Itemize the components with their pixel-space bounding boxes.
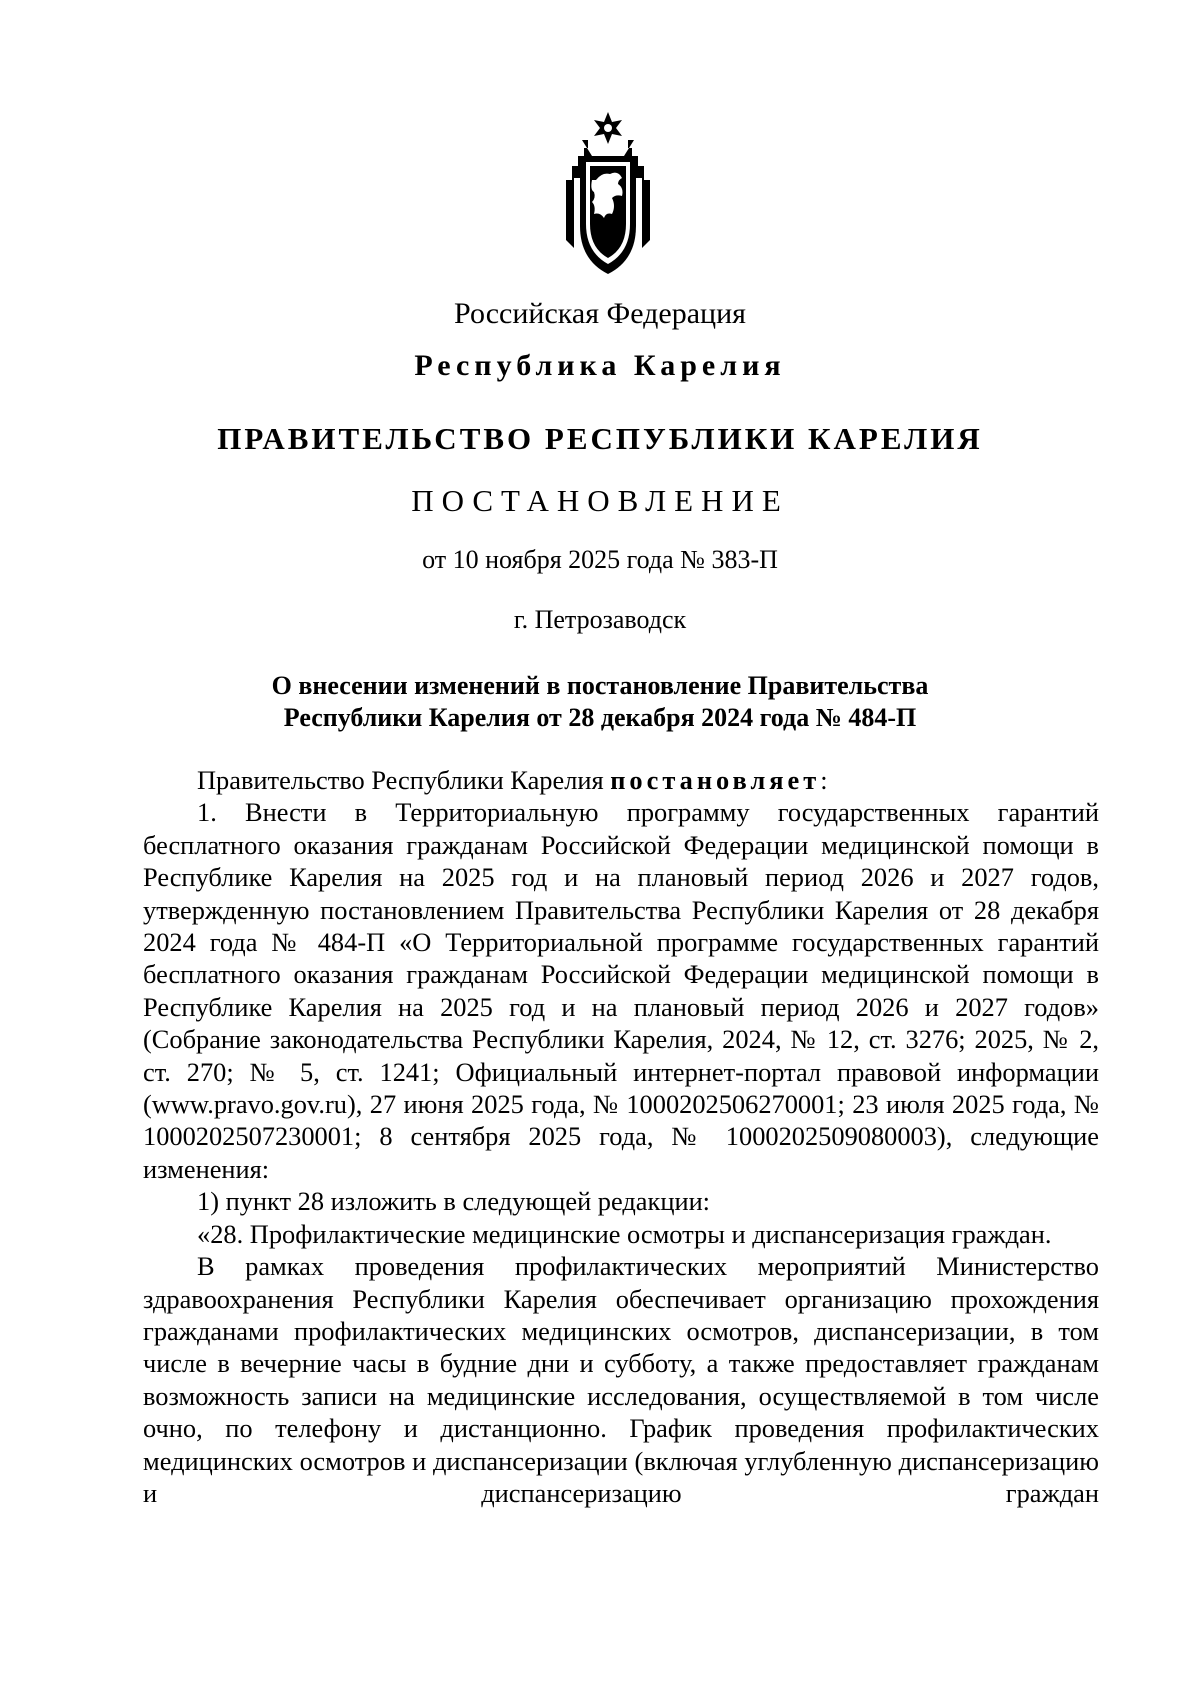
preamble-end: :	[820, 765, 828, 795]
republic-name: Республика Карелия	[414, 349, 786, 382]
preamble	[143, 764, 1099, 796]
subitem-1-paragraph: 1) пункт 28 изложить в следующей редакции:	[197, 1186, 711, 1217]
point-28-heading: «28. Профилактические медицинские осмотры и диспансеризация граждан.	[197, 1218, 1052, 1249]
document-date-number: от 10 ноября 2025 года № 383-П	[422, 545, 778, 574]
document-type: ПОСТАНОВЛЕНИЕ	[411, 483, 789, 518]
preamble-text: Правительство Республики Карелия	[197, 765, 611, 795]
preamble-verb: постановляет	[610, 765, 821, 795]
item-1-paragraph: 1. Внести в Территориальную программу государственных гарантий бесплатного оказания гражданам Российской Федерации медицинской помощи в Республике Карелия на 2025 год и на плановый период 2026 и 2027 годов, утвержденную постановлением Правительства Республики Карелия от 28 декабря 2024 года № 484-П «О Территориальной программе государственных гарантий бесплатного оказания гражданам Российской Федерации медицинской помощи в Республике Карелия на 2025 год и на плановый период 2026 и 2027 годов» (Собрание законодательства Республики Карелия, 2024, № 12, ст. 3276; 2025, № 2, ст. 270; № 5, ст. 1241; Официальный интернет-портал правовой информации (www.pravo.gov.ru), 27 июня 2025 года, № 1000202506270001; 23 июля 2025 года, № 1000202507230001; 8 сентября 2025 года, № 1000202509080003), следующие изменения:	[143, 797, 1099, 1184]
point-28-paragraph: В рамках проведения профилактических мероприятий Министерство здравоохранения Республики Карелия обеспечивает организацию прохождения гражданами профилактических медицинских осмотров, диспансеризации, в том числе в вечерние часы в будние дни и субботу, а также предоставляет гражданам возможность записи на медицинские исследования, осуществляемой в том числе очно, по телефону и дистанционно. График проведения профилактических медицинских осмотров и диспансеризации (включая углубленную диспансеризацию и диспансеризацию граждан	[143, 1251, 1099, 1508]
document-city: г. Петрозаводск	[513, 605, 687, 634]
title-line-2: Республики Карелия от 28 декабря 2024 года № 484-П	[283, 703, 917, 732]
document-body	[143, 764, 1099, 1509]
title-line-1: О внесении изменений в постановление Правительства	[271, 671, 929, 700]
country-name: Российская Федерация	[454, 297, 746, 330]
government-name: ПРАВИТЕЛЬСТВО РЕСПУБЛИКИ КАРЕЛИЯ	[217, 421, 983, 456]
karelia-coat-of-arms-icon	[560, 110, 656, 278]
document-title	[0, 670, 1200, 734]
